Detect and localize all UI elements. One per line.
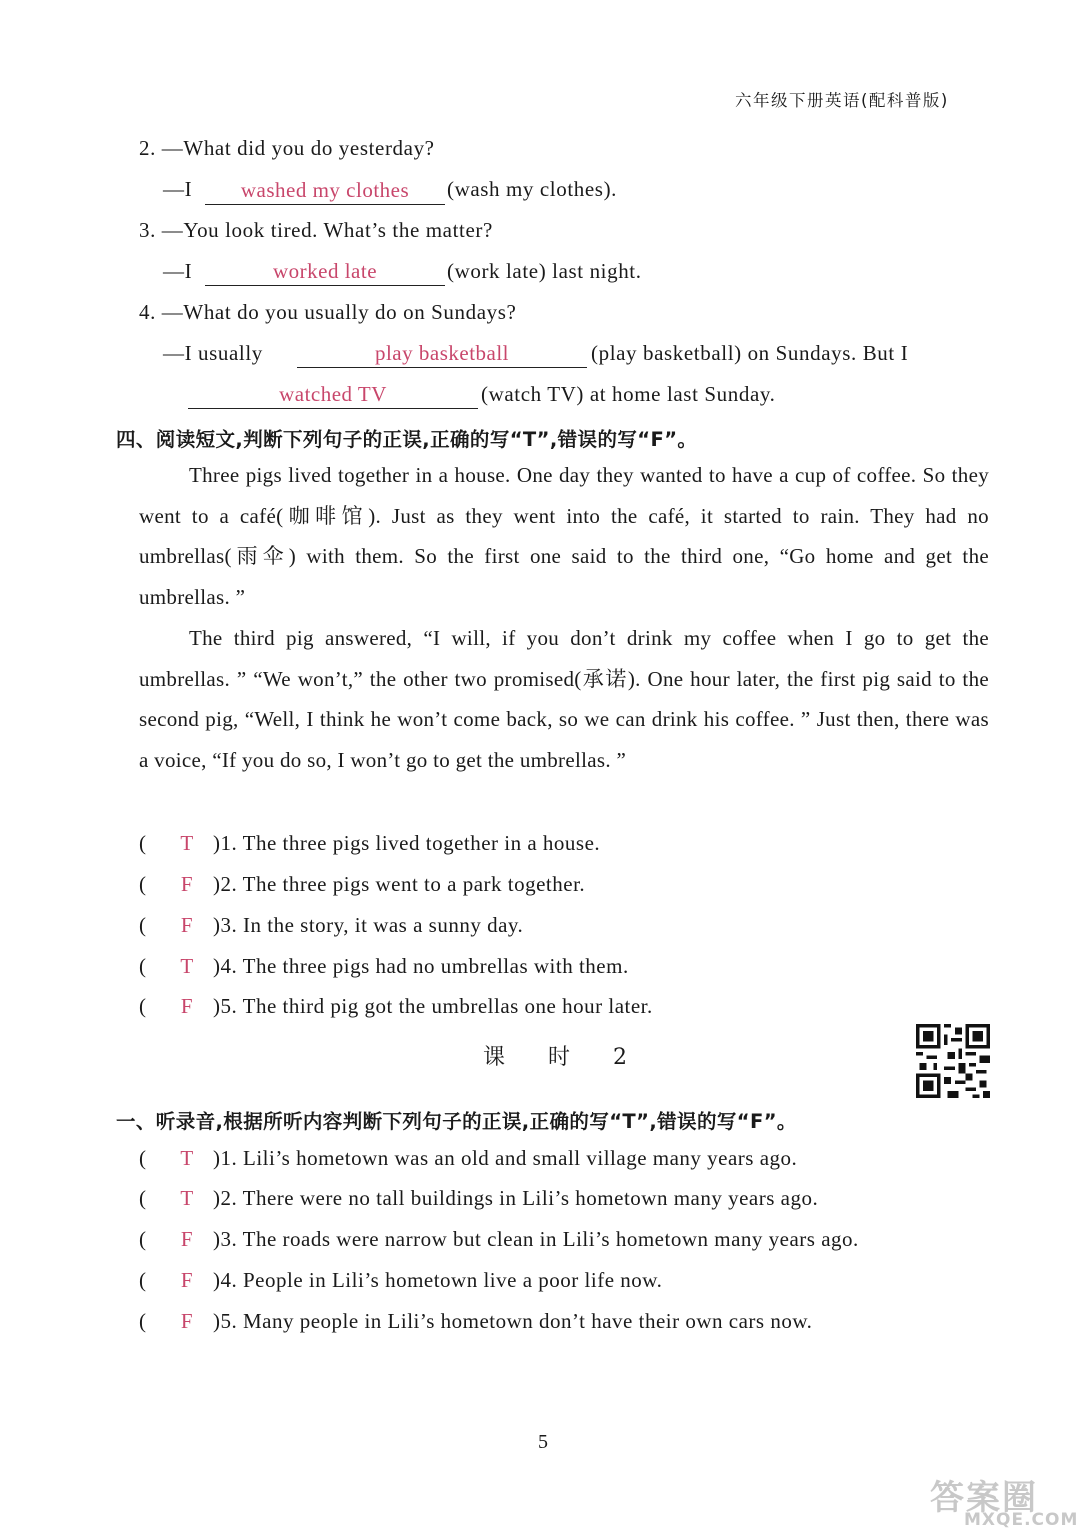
listen-item-5: ( F )5. Many people in Lili’s hometown don’t have their own cars now. [139,1309,813,1333]
hint-4a: (play basketball) on Sundays. But I [591,341,909,365]
listen-mark-2[interactable]: T [180,1186,194,1210]
listen-text-1: )1. Lili’s hometown was an old and small village many years ago. [213,1146,798,1170]
listen-item-4: ( F )4. People in Lili’s hometown live a poor life now. [139,1268,663,1292]
question-3: 3. —You look tired. What’s the matter? [139,218,493,242]
hint-4b: (watch TV) at home last Sunday. [481,382,776,406]
answer-prefix-3: —I [163,259,193,283]
listen-text-2: )2. There were no tall buildings in Lili’s hometown many years ago. [213,1186,819,1210]
answer-text-3: worked late [272,259,378,283]
reading-passage [139,455,989,781]
judge-item-2: ( F )2. The three pigs went to a park together. [139,872,586,896]
answer-blank-4a[interactable] [297,339,587,368]
judge-mark-3[interactable]: F [180,913,194,937]
judge-mark-4[interactable]: T [180,954,194,978]
question-4: 4. —What do you usually do on Sundays? [139,300,517,324]
listen-mark-1[interactable]: T [180,1146,194,1170]
qr-code-icon[interactable] [914,1024,992,1098]
judge-mark-2[interactable]: F [180,872,194,896]
listen-item-2: ( T )2. There were no tall buildings in Lili’s hometown many years ago. [139,1186,819,1210]
section-4-title: 四、阅读短文,判断下列句子的正误,正确的写“T”,错误的写“F”。 [116,428,698,451]
judge-text-2: )2. The three pigs went to a park together. [213,872,586,896]
question-2: 2. —What did you do yesterday? [139,136,435,160]
judge-text-1: )1. The three pigs lived together in a house. [213,831,601,855]
listen-item-1: ( T )1. Lili’s hometown was an old and small village many years ago. [139,1146,798,1170]
judge-text-4: )4. The three pigs had no umbrellas with them. [213,954,629,978]
answer-blank-3[interactable] [205,257,445,286]
site-watermark-logo [930,1470,1080,1530]
answer-text-2: washed my clothes [240,178,410,202]
answer-blank-4b[interactable] [188,380,478,409]
listen-text-5: )5. Many people in Lili’s hometown don’t have their own cars now. [213,1309,813,1333]
listen-mark-4[interactable]: F [180,1268,194,1292]
listen-text-3: )3. The roads were narrow but clean in Lili’s hometown many years ago. [213,1227,859,1251]
watermark-line-1: 答案圈 [930,1478,1038,1518]
judge-text-3: )3. In the story, it was a sunny day. [213,913,524,937]
answer-text-4a: play basketball [374,341,510,365]
listen-item-3: ( F )3. The roads were narrow but clean in Lili’s hometown many years ago. [139,1227,859,1251]
answer-prefix-2: —I [163,177,193,201]
page-header: 六年级下册英语(配科普版) [735,91,949,110]
listen-text-4: )4. People in Lili’s hometown live a poor life now. [213,1268,663,1292]
answer-blank-2[interactable] [205,176,445,205]
judge-item-3: ( F )3. In the story, it was a sunny day. [139,913,524,937]
section-1-title: 一、听录音,根据所听内容判断下列句子的正误,正确的写“T”,错误的写“F”。 [116,1110,797,1133]
answer-prefix-4: —I usually [163,341,263,365]
watermark-line-2: MXQE.COM [964,1510,1079,1530]
judge-item-5: ( F )5. The third pig got the umbrellas one hour later. [139,994,653,1018]
passage-paragraph-1: Three pigs lived together in a house. One day they wanted to have a cup of coffee. So they went to a café(咖啡馆). Just as they went into the café, it started to rain. They had no umbrellas(雨伞) with them. So the first one said to the third one, “Go home and get the umbrellas. ” [139,463,989,610]
passage-paragraph-2: The third pig answered, “I will, if you don’t drink my coffee when I go to get the umbrellas. ” “We won’t,” the other two promised(承诺). One hour later, the first pig said to the second pig, “Well, I think he won’t come back, so we can drink his coffee. ” Just then, there was a voice, “If you do so, I won’t go to get the umbrellas. ” [139,625,989,772]
judge-item-4: ( T )4. The three pigs had no umbrellas with them. [139,954,629,978]
judge-item-1: ( T )1. The three pigs lived together in a house. [139,831,601,855]
judge-mark-1[interactable]: T [180,831,194,855]
listen-mark-3[interactable]: F [180,1227,194,1251]
lesson-heading: 课 时 2 [483,1045,645,1070]
page-number: 5 [538,1431,548,1453]
judge-text-5: )5. The third pig got the umbrellas one hour later. [213,994,653,1018]
hint-2: (wash my clothes). [447,177,618,201]
judge-mark-5[interactable]: F [180,994,194,1018]
listen-mark-5[interactable]: F [180,1309,194,1333]
answer-text-4b: watched TV [279,382,387,406]
hint-3: (work late) last night. [447,259,642,283]
